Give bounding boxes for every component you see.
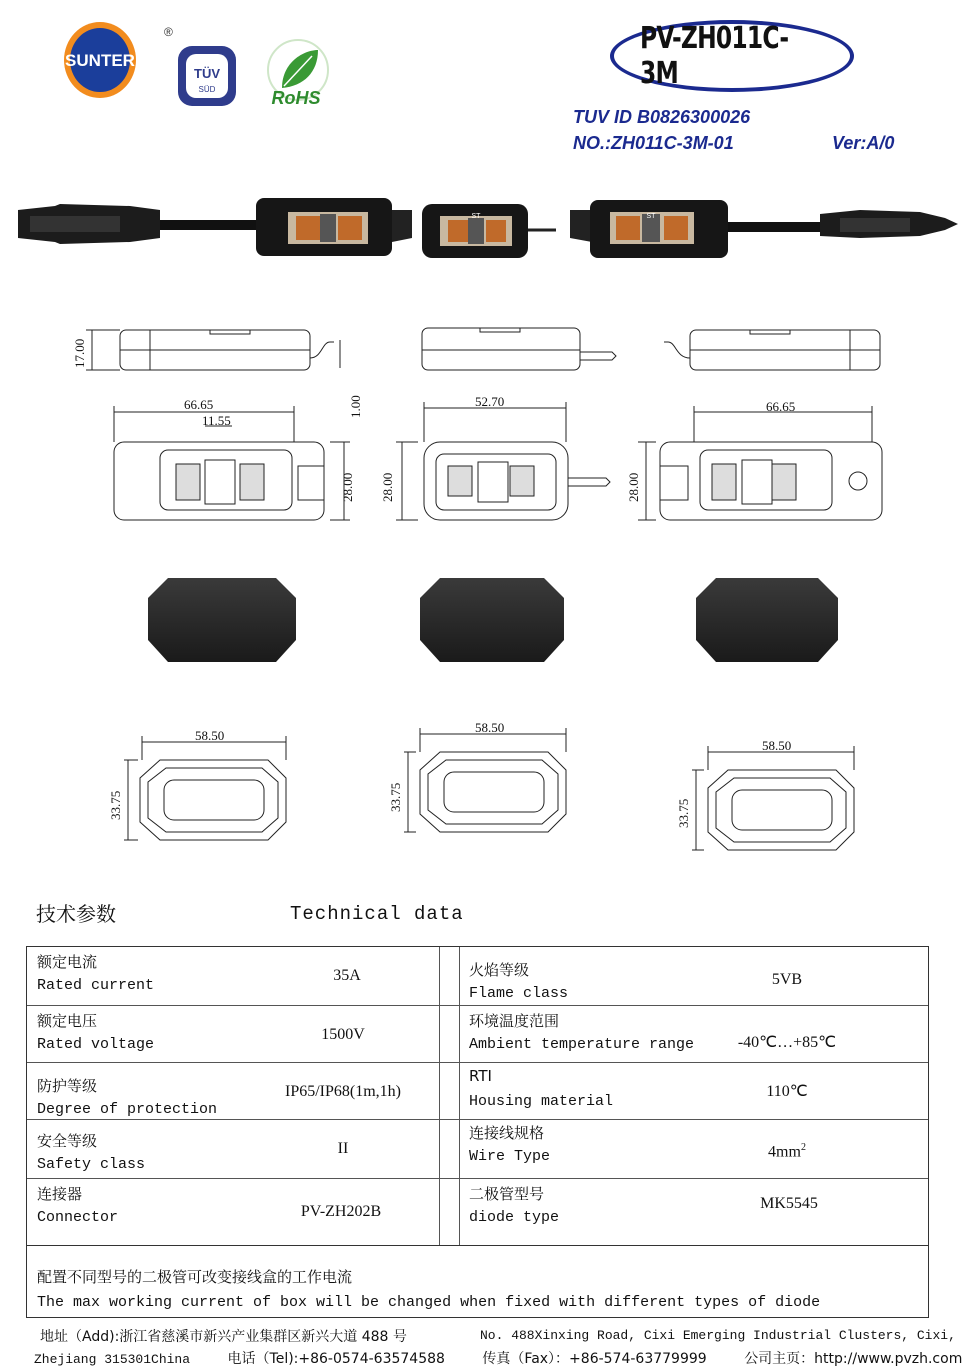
spec-label-en: Safety class — [37, 1156, 146, 1173]
dim-slot-11: 11.55 — [202, 413, 231, 428]
document-number: NO.:ZH011C-3M-01 — [573, 133, 734, 153]
tech-title-en: Technical data — [290, 903, 464, 925]
spec-value: IP65/IP68(1m,1h) — [285, 1083, 401, 1100]
superscript: 2 — [800, 1142, 806, 1153]
model-number: PV-ZH011C-3M — [639, 21, 789, 91]
dim-gap-1: 1.00 — [348, 395, 363, 418]
dim-width-right: 66.65 — [766, 399, 796, 414]
sunter-logo-text: SUNTER — [65, 51, 135, 70]
spec-label-cn: 火焰等级 — [469, 961, 530, 979]
tuv-id: TUV ID B0826300026 — [573, 107, 751, 127]
dim-depth-left: 28.00 — [340, 472, 355, 502]
spec-label-en: Housing material — [469, 1093, 614, 1110]
spec-label-cn: 连接线规格 — [469, 1124, 545, 1142]
note-en: The max working current of box will be changed when fixed with different types of diode — [37, 1294, 821, 1311]
spec-label-en: Connector — [37, 1209, 119, 1226]
logo-strip — [60, 20, 360, 110]
dim-lid-height-mid: 33.75 — [388, 782, 403, 812]
tuv-logo-text: TÜV — [194, 66, 220, 81]
tel: 电话（Tel):+86-0574-63574588 — [227, 1351, 445, 1367]
dim-lid-height-right: 33.75 — [676, 798, 691, 828]
spec-label-en: Flame class — [469, 985, 569, 1002]
dim-width-mid: 52.70 — [475, 394, 505, 409]
spec-value: 5VB — [771, 971, 803, 988]
table-row — [27, 1006, 928, 1063]
table-row — [27, 1179, 928, 1247]
st-label-2: ST — [471, 213, 481, 220]
product-photo — [18, 198, 958, 258]
lid-drawings — [124, 728, 854, 850]
spec-label-en: Ambient temperature range — [469, 1036, 695, 1053]
dim-lid-width-right: 58.50 — [762, 738, 792, 753]
dim-depth-mid: 28.00 — [380, 472, 395, 502]
drawing-svg — [0, 180, 980, 880]
spec-value: -40℃…+85℃ — [737, 1034, 837, 1051]
spec-label-cn: 环境温度范围 — [469, 1012, 560, 1030]
spec-value: 110℃ — [766, 1083, 808, 1100]
spec-value: 35A — [333, 967, 361, 984]
spec-value: 1500V — [321, 1026, 365, 1043]
dim-lid-width-mid: 58.50 — [475, 720, 505, 735]
fax: 传真（Fax）：+86-574-63779999 — [482, 1351, 707, 1367]
tech-title-cn: 技术参数 — [36, 902, 116, 926]
table-row — [27, 1120, 928, 1179]
address-en-1: No. 488Xinxing Road, Cixi Emerging Industrial Clusters, Cixi, — [480, 1328, 956, 1343]
dim-height-17: 17.00 — [72, 338, 87, 368]
dim-lid-height-left: 33.75 — [108, 790, 123, 820]
spec-label-cn: 安全等级 — [37, 1132, 98, 1150]
spec-label-en: diode type — [469, 1209, 560, 1226]
st-label-3: ST — [646, 213, 656, 220]
dim-width-left: 66.65 — [184, 397, 214, 412]
spec-value: MK5545 — [760, 1195, 818, 1212]
tuv-logo-sub: SÜD — [198, 85, 216, 94]
spec-value: PV-ZH202B — [300, 1203, 382, 1220]
registered-mark: ® — [164, 25, 173, 39]
technical-drawing — [0, 180, 980, 880]
spec-label-cn: RTI — [469, 1067, 492, 1085]
spec-label-cn: 额定电压 — [37, 1012, 98, 1030]
footer-contact — [34, 1348, 962, 1368]
table-row — [27, 1063, 928, 1120]
spec-label-en: Rated current — [37, 977, 155, 994]
model-badge — [610, 20, 854, 92]
rohs-logo-text: RoHS — [271, 88, 321, 108]
side-views — [86, 328, 880, 370]
spec-label-en: Degree of protection — [37, 1101, 218, 1118]
dim-depth-right: 28.00 — [626, 472, 641, 502]
spec-label-cn: 额定电流 — [37, 953, 98, 971]
website-link[interactable]: 公司主页：http://www.pvzh.com — [744, 1351, 963, 1367]
version: Ver:A/0 — [832, 133, 895, 153]
spec-value — [707, 1142, 867, 1161]
sunter-logo — [64, 22, 173, 98]
spec-table — [26, 946, 929, 1246]
spec-label-cn: 二极管型号 — [469, 1185, 545, 1203]
spec-label-en: Rated voltage — [37, 1036, 155, 1053]
address-cn: 地址（Add):浙江省慈溪市新兴产业集群区新兴大道 488 号 — [40, 1329, 407, 1345]
logos-svg — [60, 20, 360, 110]
address-en-2: Zhejiang 315301China — [34, 1352, 191, 1367]
spec-label-en: Wire Type — [469, 1148, 551, 1165]
wire-type-value: 4mm — [768, 1143, 801, 1161]
lid-photos — [148, 578, 838, 662]
footer-address-en — [480, 1328, 956, 1344]
footer-address-cn — [40, 1326, 407, 1346]
spec-label-cn: 防护等级 — [37, 1077, 98, 1095]
dim-lid-width-left: 58.50 — [195, 728, 225, 743]
tuv-logo — [178, 46, 236, 106]
note-box — [26, 1246, 929, 1318]
spec-label-cn: 连接器 — [37, 1185, 83, 1203]
note-cn: 配置不同型号的二极管可改变接线盒的工作电流 — [37, 1268, 353, 1286]
table-row — [27, 947, 928, 1006]
spec-value: II — [337, 1140, 349, 1157]
rohs-logo — [268, 40, 328, 108]
